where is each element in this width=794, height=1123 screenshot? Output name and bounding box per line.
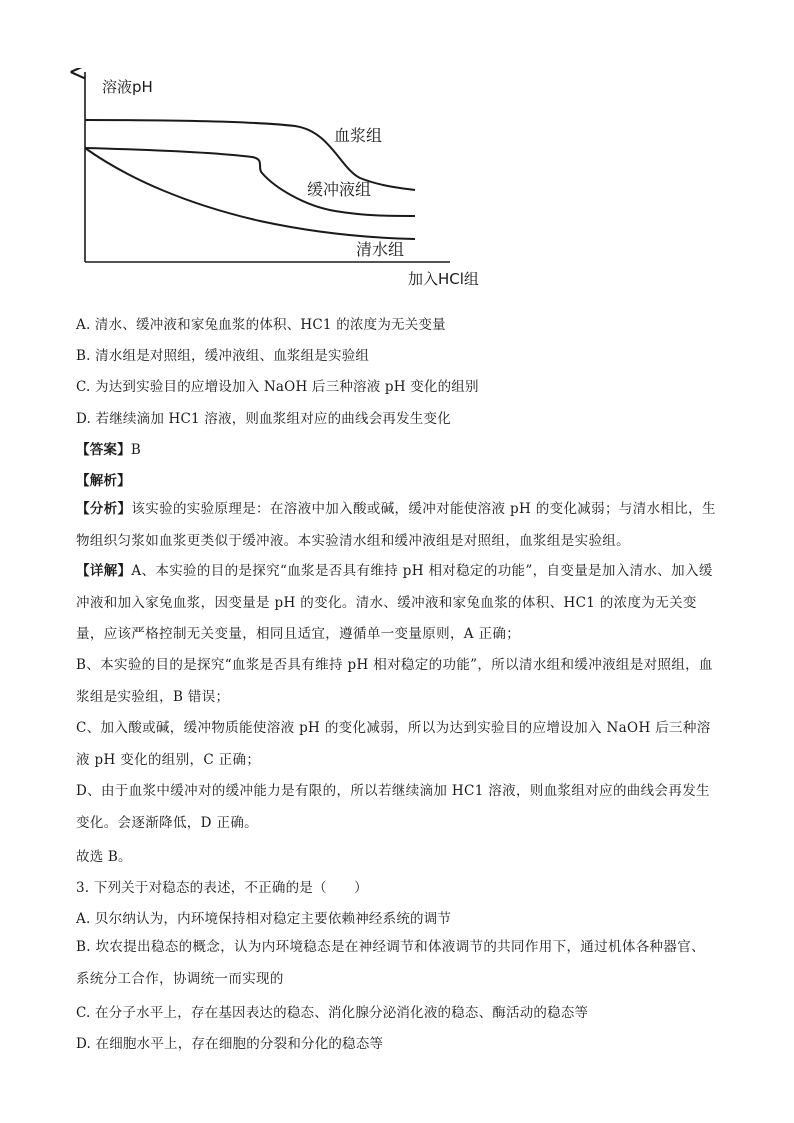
ph-curve-diagram <box>60 68 510 298</box>
analysis-label: 【分析】 <box>76 501 132 517</box>
option-a: A. 清水、缓冲液和家兔血浆的体积、HC1 的浓度为无关变量 <box>76 317 446 333</box>
question-3-stem: 3. 下列关于对稳态的表述，不正确的是（ ） <box>76 880 368 896</box>
option-c: C. 为达到实验目的应增设加入 NaOH 后三种溶液 pH 变化的组别 <box>76 379 479 395</box>
option-b: B. 清水组是对照组，缓冲液组、血浆组是实验组 <box>76 348 370 364</box>
water-curve-label: 清水组 <box>356 240 405 259</box>
buffer-curve-label: 缓冲液组 <box>307 180 372 199</box>
answer-label: 【答案】 <box>76 442 131 458</box>
detail-c: C、加入酸或碱，缓冲物质能使溶液 pH 的变化减弱，所以为达到实验目的应增设加入 NaOH 后三种溶液 pH 变化的组别，C 正确； <box>76 720 711 768</box>
detail-d: D、由于血浆中缓冲对的缓冲能力是有限的，所以若继续滴加 HC1 溶液，则血浆组对应的曲线会再发生变化。会逐渐降低，D 正确。 <box>76 783 710 831</box>
q3-option-b: B. 坎农提出稳态的概念，认为内环境稳态是在神经调节和体液调节的共同作用下，通过机体各种器官、系统分工合作，协调统一而实现的 <box>76 939 705 987</box>
q3-option-a: A. 贝尔纳认为，内环境保持相对稳定主要依赖神经系统的调节 <box>76 911 452 927</box>
q3-option-d: D. 在细胞水平上，存在细胞的分裂和分化的稳态等 <box>76 1036 384 1052</box>
detail-text: A、本实验的目的是探究“血浆是否具有维持 pH 相对稳定的功能”，自变量是加入清水、加入缓冲液和加入家兔血浆，因变量是 pH 的变化。清水、缓冲液和家兔血浆的体积、HC1 的浓度为无关变量，应该严格控制无关变量，相同且适宜，遵循单一变量原则，A 正确； <box>76 563 713 642</box>
conclusion: 故选 B。 <box>76 849 132 865</box>
answer-line <box>76 438 141 458</box>
detail-paragraph <box>76 556 716 651</box>
ph-curve-svg <box>60 68 510 298</box>
answer-value: B <box>130 442 141 458</box>
detail-b: B、本实验的目的是探究“血浆是否具有维持 pH 相对稳定的功能”，所以清水组和缓冲液组是对照组，血浆组是实验组，B 错误； <box>76 657 713 705</box>
y-axis-label: 溶液pH <box>102 78 153 96</box>
analysis-text: 该实验的实验原理是：在溶液中加入酸或碱，缓冲对能使溶液 pH 的变化减弱；与清水相比，生物组织匀浆如血浆更类似于缓冲液。本实验清水组和缓冲液组是对照组，血浆组是实验组。 <box>76 501 716 549</box>
detail-label: 【详解】 <box>76 563 132 579</box>
analysis-paragraph <box>76 494 716 557</box>
x-axis-label: 加入HCl组 <box>408 270 479 288</box>
plasma-curve-label: 血浆组 <box>334 126 383 145</box>
option-d: D. 若继续滴加 HC1 溶液，则血浆组对应的曲线会再发生变化 <box>76 411 451 427</box>
q3-option-c: C. 在分子水平上，存在基因表达的稳态、消化腺分泌消化液的稳态、酶活动的稳态等 <box>76 1005 589 1021</box>
analysis-heading: 【解析】 <box>76 473 131 489</box>
